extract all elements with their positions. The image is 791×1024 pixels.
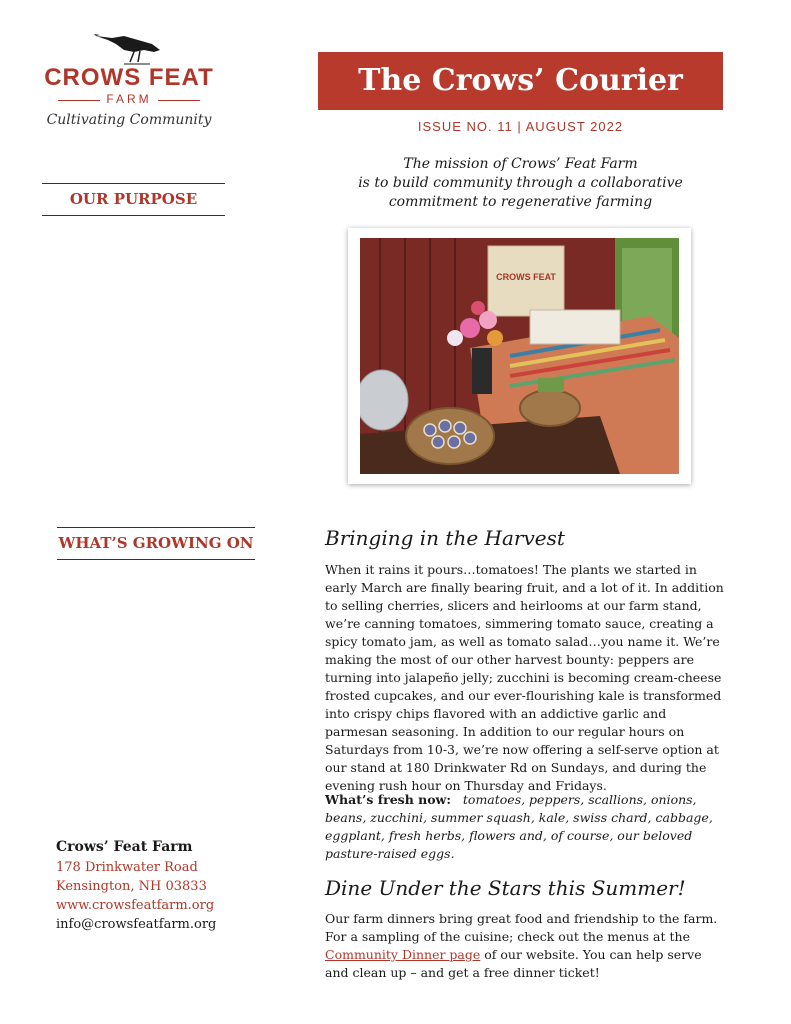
growing-heading: WHAT’S GROWING ON <box>57 527 255 560</box>
dine-body-end: of our website. You can help serve and clean up – and get a free dinner ticket! <box>325 947 702 980</box>
mission-statement <box>318 155 723 212</box>
fresh-label: What’s fresh now: <box>325 792 451 807</box>
harvest-heading: Bringing in the Harvest <box>325 526 565 550</box>
crow-icon <box>94 30 166 66</box>
farm-logo <box>44 30 214 140</box>
mission-line: The mission of Crows’ Feat Farm <box>403 156 638 172</box>
contact-org: Crows’ Feat Farm <box>56 839 193 855</box>
mission-line: is to build community through a collaborative <box>358 175 683 191</box>
contact-email[interactable]: info@crowsfeatfarm.org <box>56 917 217 932</box>
contact-website[interactable]: www.crowsfeatfarm.org <box>56 898 215 913</box>
purpose-heading: OUR PURPOSE <box>42 183 225 216</box>
farm-stand-image <box>360 238 679 474</box>
contact-street: 178 Drinkwater Road <box>56 860 198 875</box>
dine-heading: Dine Under the Stars this Summer! <box>325 876 686 900</box>
dine-body <box>325 910 729 982</box>
contact-city: Kensington, NH 03833 <box>56 879 207 894</box>
logo-rule-right <box>158 100 200 101</box>
logo-name: CROWS FEAT <box>44 64 214 91</box>
mission-line: commitment to regenerative farming <box>388 194 653 210</box>
issue-line: ISSUE NO. 11 | AUGUST 2022 <box>417 119 624 134</box>
community-dinner-link[interactable]: Community Dinner page <box>325 947 481 962</box>
dine-body-start: Our farm dinners bring great food and friendship to the farm. For a sampling of the cuisine; check out the menus at the <box>325 911 718 944</box>
logo-farm: FARM <box>106 92 152 106</box>
newsletter-title: The Crows’ Courier <box>318 52 723 110</box>
contact-block <box>56 838 256 934</box>
farm-stand-photo <box>348 228 691 484</box>
harvest-body: When it rains it pours…tomatoes! The plants we started in early March are finally bearing fruit, and a lot of it. In addition to selling cherries, slicers and heirlooms at our farm stand, we’re canning tomatoes, simmering tomato sauce, creating a spicy tomato jam, as well as tomato salad…you name it. We’re making the most of our other harvest bounty: peppers are turning into jalapeño jelly; zucchini is becoming cream-cheese frosted cupcakes, and our ever-flourishing kale is transformed into crispy chips flavored with an addictive garlic and parmesan seasoning. In addition to our regular hours on Saturdays from 10-3, we’re now offering a self-serve option at our stand at 180 Drinkwater Rd on Sundays, and during the evening rush hour on Thursday and Fridays. <box>325 562 724 793</box>
fresh-now <box>325 791 729 863</box>
fresh-items: tomatoes, peppers, scallions, onions, beans, zucchini, summer squash, kale, swiss chard, cabbage, eggplant, fresh herbs, flowers and, of course, our beloved pasture-raised eggs. <box>325 792 713 861</box>
sign-text: CROWS FEAT <box>496 272 556 282</box>
logo-tagline: Cultivating Community <box>46 112 212 128</box>
